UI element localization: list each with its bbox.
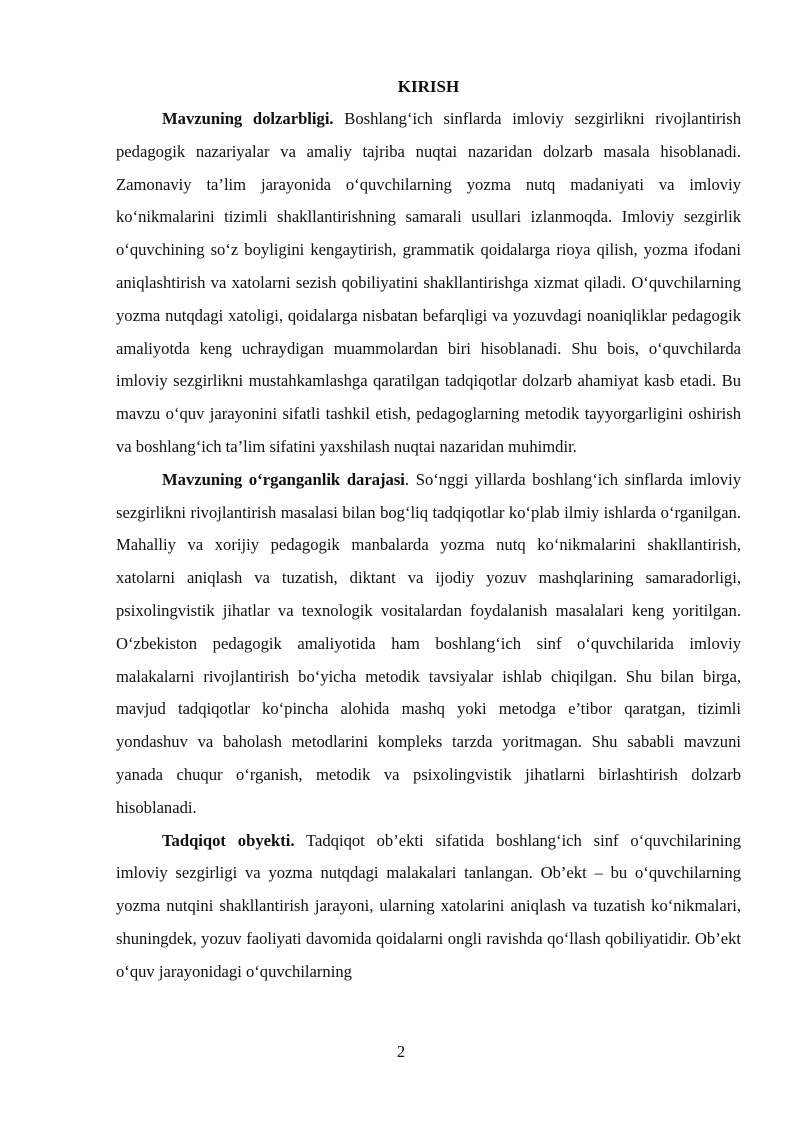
paragraph-lead: Tadqiqot obyekti.	[162, 830, 295, 850]
paragraph-research-object	[116, 825, 741, 989]
page-body	[116, 71, 741, 989]
section-heading: KIRISH	[397, 77, 460, 96]
paragraph-text: Boshlang‘ich sinflarda imloviy sezgirlikni rivojlantirish pedagogik nazariyalar va amaliy tajriba nuqtai nazaridan dolzarb masala hisoblanadi. Zamonaviy ta’lim jarayonida o‘quvchilarning yozma nutq madaniyati va imloviy ko‘nikmalarini tizimli shakllantirishning samarali usullari izlanmoqda. Imloviy sezgirlik o‘quvchining so‘z boyligini kengaytirish, grammatik qoidalarga rioya qilish, yozma ifodani aniqlashtirish va xatolarni sezish qobiliyatini shakllantirishga xizmat qiladi. O‘quvchilarning yozma nutqdagi xatoligi, qoidalarga nisbatan befarqligi va yozuvdagi noaniqliklar pedagogik amaliyotda keng uchraydigan muammolardan biri hisoblanadi. Shu bois, o‘quvchilarda imloviy sezgirlikni mustahkamlashga qaratilgan tadqiqotlar dolzarb ahamiyat kasb etadi. Bu mavzu o‘quv jarayonini sifatli tashkil etish, pedagoglarning metodik tayyorgarligini oshirish va boshlang‘ich ta’lim sifatini yaxshilash nuqtai nazaridan muhimdir.	[116, 109, 741, 456]
paragraph-lead: Mavzuning o‘rganganlik darajasi	[162, 469, 405, 489]
paragraph-text: Tadqiqot ob’ekti sifatida boshlang‘ich sinf o‘quvchilarining imloviy sezgirligi va yozma nutqdagi malakalari tanlangan. Ob’ekt – bu o‘quvchilarning yozma nutqini shakllantirish jarayoni, ularning xatolarini aniqlash va tuzatish ko‘nikmalari, shuningdek, yozuv faoliyati davomida qoidalarni ongli ravishda qo‘llash qobiliyatidir. Ob’ekt o‘quv jarayonidagi o‘quvchilarning	[116, 830, 742, 981]
paragraph-lead: Mavzuning dolzarbligi.	[162, 109, 334, 128]
page-number: 2	[396, 1042, 406, 1061]
paragraph-study-level	[116, 464, 741, 825]
paragraph-relevance	[116, 103, 741, 464]
paragraph-text: . So‘nggi yillarda boshlang‘ich sinflarda imloviy sezgirlikni rivojlantirish masalasi bilan bog‘liq tadqiqotlar ko‘plab ilmiy ishlarda o‘rganilgan. Mahalliy va xorijiy pedagogik manbalarda yozma nutq ko‘nikmalarini shakllantirish, xatolarni aniqlash va tuzatish, diktant va ijodiy yozuv mashqlarining samaradorligi, psixolingvistik jihatlar va texnologik vositalardan foydalanish masalalari keng yoritilgan. O‘zbekiston pedagogik amaliyotida ham boshlang‘ich sinf o‘quvchilarida imloviy malakalarni rivojlantirish bo‘yicha metodik tavsiyalar ishlab chiqilgan. Shu bilan birga, mavjud tadqiqotlar ko‘pincha alohida mashq yoki metodga e’tibor qaratgan, tizimli yondashuv va baholash metodlarini kompleks tarzda yoritmagan. Shu sababli mavzuni yanada chuqur o‘rganish, metodik va psixolingvistik jihatlarni birlashtirish dolzarb hisoblanadi.	[116, 469, 741, 817]
